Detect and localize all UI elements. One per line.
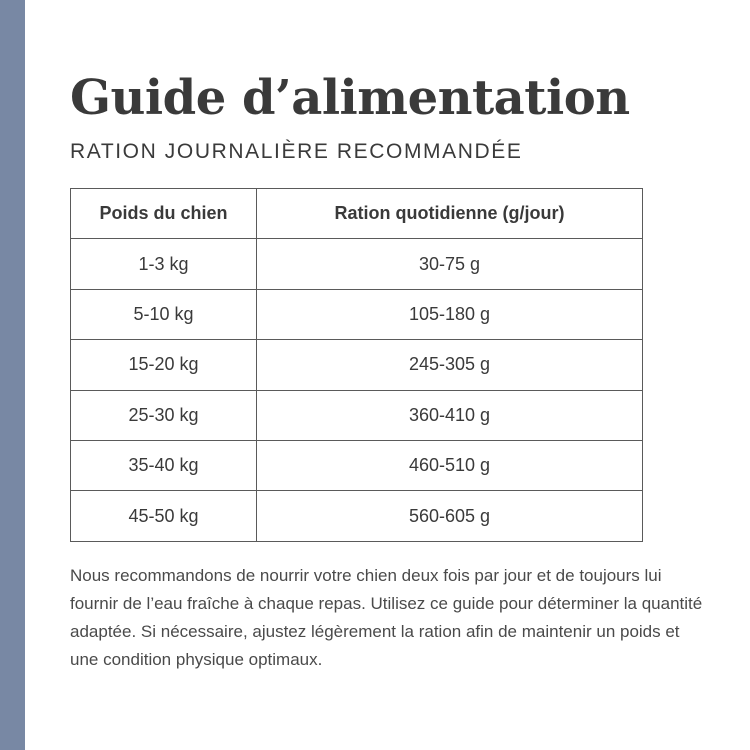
ration-cell: 105-180 g bbox=[257, 289, 643, 339]
table-row bbox=[71, 289, 643, 339]
weight-cell: 45-50 kg bbox=[71, 491, 257, 541]
header-daily-ration: Ration quotidienne (g/jour) bbox=[257, 189, 643, 239]
weight-cell: 1-3 kg bbox=[71, 239, 257, 289]
weight-cell: 15-20 kg bbox=[71, 340, 257, 390]
table-header-row bbox=[71, 189, 643, 239]
ration-cell: 460-510 g bbox=[257, 440, 643, 490]
feeding-instructions: Nous recommandons de nourrir votre chien deux fois par jour et de toujours lui fournir de l’eau fraîche à chaque repas. Utilisez ce guide pour déterminer la quantité adaptée. Si nécessaire, ajustez légèrement la ration afin de maintenir un poids et une condition physique optimaux. bbox=[70, 566, 703, 669]
side-accent-bar bbox=[0, 0, 25, 750]
ration-cell: 560-605 g bbox=[257, 491, 643, 541]
page-subtitle: RATION JOURNALIÈRE RECOMMANDÉE bbox=[70, 140, 523, 163]
weight-cell: 35-40 kg bbox=[71, 440, 257, 490]
table-row bbox=[71, 440, 643, 490]
ration-cell: 30-75 g bbox=[257, 239, 643, 289]
table-row bbox=[71, 390, 643, 440]
header-dog-weight: Poids du chien bbox=[71, 189, 257, 239]
table-row bbox=[71, 239, 643, 289]
ration-cell: 360-410 g bbox=[257, 390, 643, 440]
table-row bbox=[71, 491, 643, 541]
table-row bbox=[71, 340, 643, 390]
weight-cell: 25-30 kg bbox=[71, 390, 257, 440]
ration-cell: 245-305 g bbox=[257, 340, 643, 390]
page-title: Guide d’alimentation bbox=[70, 70, 630, 126]
weight-cell: 5-10 kg bbox=[71, 289, 257, 339]
feeding-table bbox=[70, 188, 643, 542]
